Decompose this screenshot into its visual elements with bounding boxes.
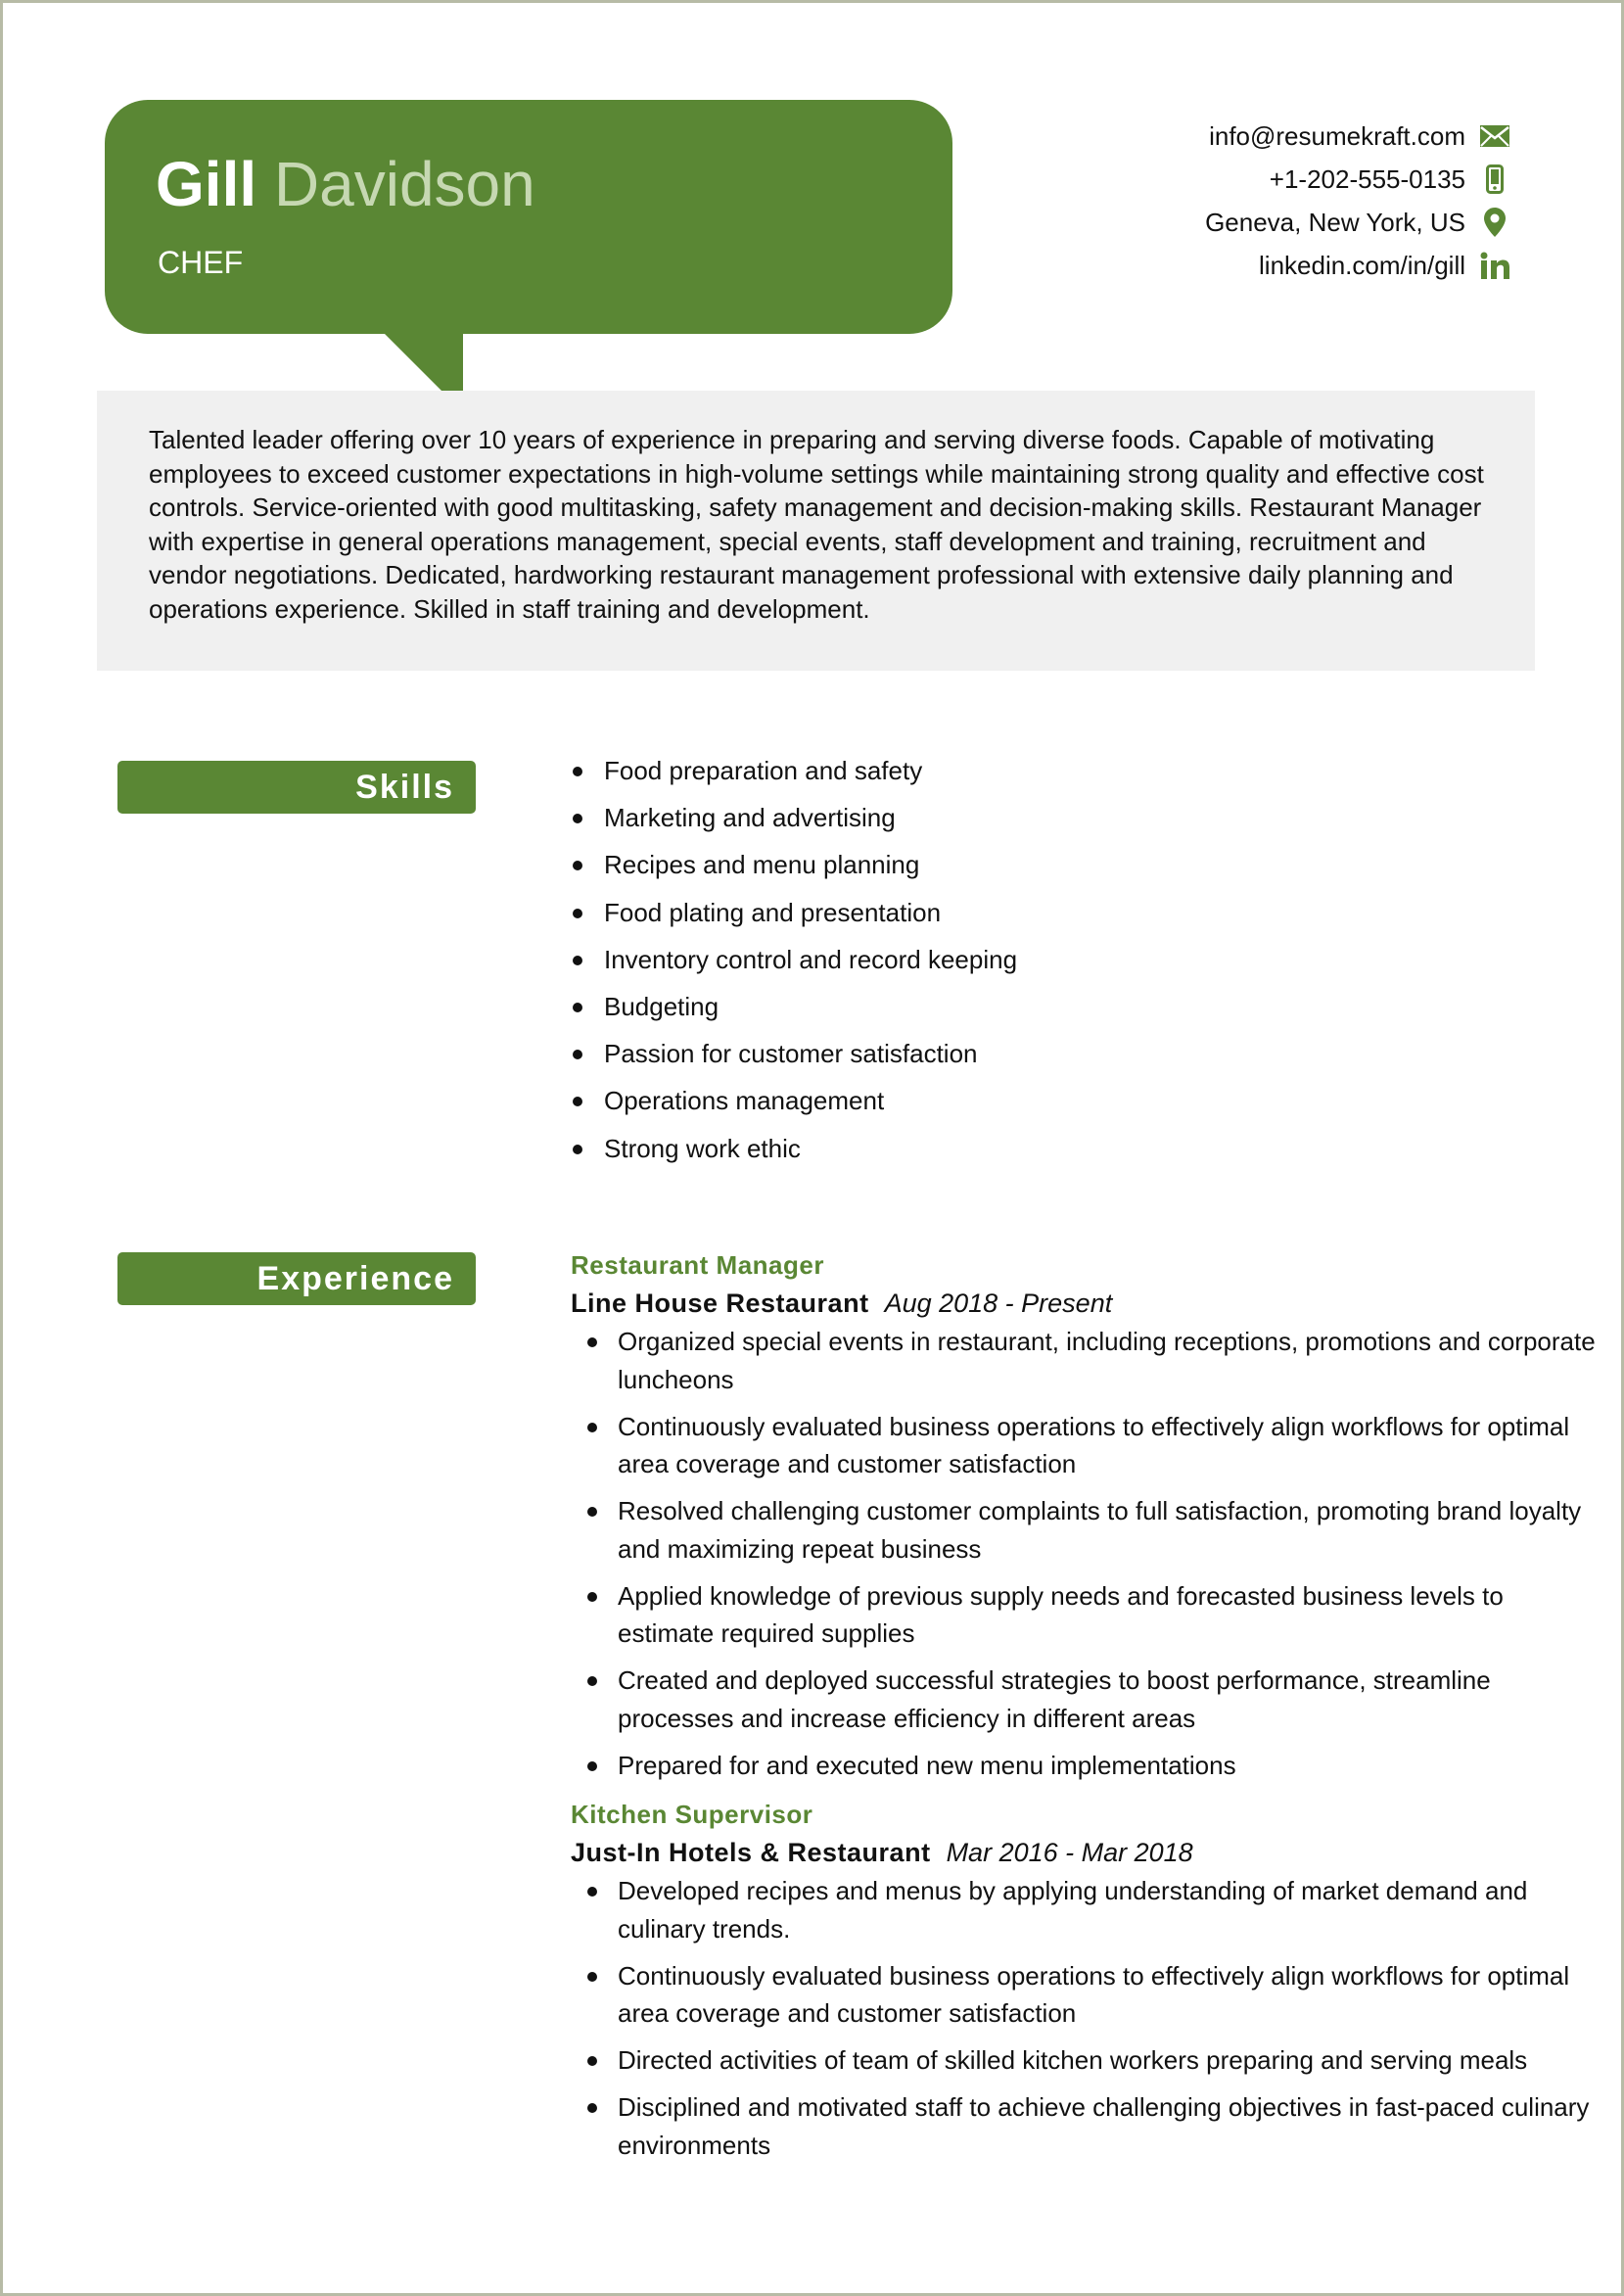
job-bullet: Organized special events in restaurant, including receptions, promotions and corporate luncheons <box>571 1323 1597 1398</box>
skill-item: Marketing and advertising <box>571 798 1017 845</box>
summary-text: Talented leader offering over 10 years of experience in preparing and serving diverse foods. Capable of motivating employees to exceed customer expectations in high-volume settings while maintaining strong quality and effective cost controls. Service-oriented with good multitasking, safety management and decision-making skills. Restaurant Manager with expertise in general operations management, special events, staff development and training, recruitment and vendor negotiations. Dedicated, hardworking restaurant management professional with extensive daily planning and operations experience. Skilled in staff training and development. <box>149 425 1484 624</box>
job-bullet-list <box>571 1323 1596 1784</box>
contact-list <box>1205 115 1510 287</box>
job-bullet: Developed recipes and menus by applying understanding of market demand and culinary trends. <box>571 1872 1597 1947</box>
linkedin-icon <box>1479 250 1510 281</box>
linkedin-text[interactable]: linkedin.com/in/gill <box>1259 250 1465 280</box>
job-entry <box>571 1796 1590 2164</box>
last-name: Davidson <box>273 149 535 219</box>
job-role: Restaurant Manager <box>571 1250 824 1280</box>
job-company-line <box>571 1833 1550 1872</box>
job-bullet: Applied knowledge of previous supply needs and forecasted business levels to estimate required supplies <box>571 1577 1597 1653</box>
job-bullet: Created and deployed successful strategies to boost performance, streamline processes and increase efficiency in different areas <box>571 1662 1597 1737</box>
phone-icon <box>1479 164 1510 195</box>
job-bullet: Resolved challenging customer complaints to full satisfaction, promoting brand loyalty and maximizing repeat business <box>571 1492 1597 1568</box>
skills-list <box>571 751 1017 1176</box>
skill-item: Recipes and menu planning <box>571 845 1017 892</box>
first-name: Gill <box>156 149 257 219</box>
experience-section <box>571 1246 1596 2176</box>
contact-location <box>1205 201 1510 244</box>
skill-item: Operations management <box>571 1081 1017 1128</box>
candidate-name <box>156 147 535 221</box>
job-bullet: Continuously evaluated business operations to effectively align workflows for optimal area coverage and customer satisfaction <box>571 1408 1597 1483</box>
skills-heading: Skills <box>117 761 476 814</box>
contact-email <box>1209 115 1510 158</box>
location-pin-icon <box>1479 207 1510 238</box>
skill-item: Food plating and presentation <box>571 893 1017 940</box>
skill-item: Food preparation and safety <box>571 751 1017 798</box>
envelope-icon <box>1479 120 1510 152</box>
job-role: Kitchen Supervisor <box>571 1800 813 1829</box>
email-text[interactable]: info@resumekraft.com <box>1209 120 1465 151</box>
header-bubble <box>105 100 952 334</box>
job-title: CHEF <box>158 245 244 280</box>
summary-box <box>97 391 1535 671</box>
skill-item: Passion for customer satisfaction <box>571 1034 1017 1081</box>
job-bullet: Prepared for and executed new menu implementations <box>571 1747 1597 1785</box>
skill-item: Inventory control and record keeping <box>571 940 1017 987</box>
job-company-line <box>571 1284 1550 1323</box>
skill-item: Budgeting <box>571 987 1017 1034</box>
experience-heading: Experience <box>117 1252 476 1305</box>
location-text: Geneva, New York, US <box>1205 207 1465 237</box>
job-dates: Mar 2016 - Mar 2018 <box>946 1838 1193 1867</box>
skill-item: Strong work ethic <box>571 1129 1017 1176</box>
job-entry <box>571 1246 1596 1784</box>
job-bullet: Continuously evaluated business operations to effectively align workflows for optimal area coverage and customer satisfaction <box>571 1957 1597 2033</box>
job-company: Line House Restaurant <box>571 1289 869 1318</box>
job-bullet: Disciplined and motivated staff to achieve challenging objectives in fast-paced culinary environments <box>571 2088 1597 2164</box>
job-bullet: Directed activities of team of skilled kitchen workers preparing and serving meals <box>571 2041 1597 2080</box>
job-company: Just-In Hotels & Restaurant <box>571 1838 931 1867</box>
job-bullet-list <box>571 1872 1590 2164</box>
job-dates: Aug 2018 - Present <box>884 1289 1113 1318</box>
contact-phone <box>1270 158 1510 201</box>
contact-linkedin <box>1259 244 1510 287</box>
phone-text[interactable]: +1-202-555-0135 <box>1269 164 1465 194</box>
